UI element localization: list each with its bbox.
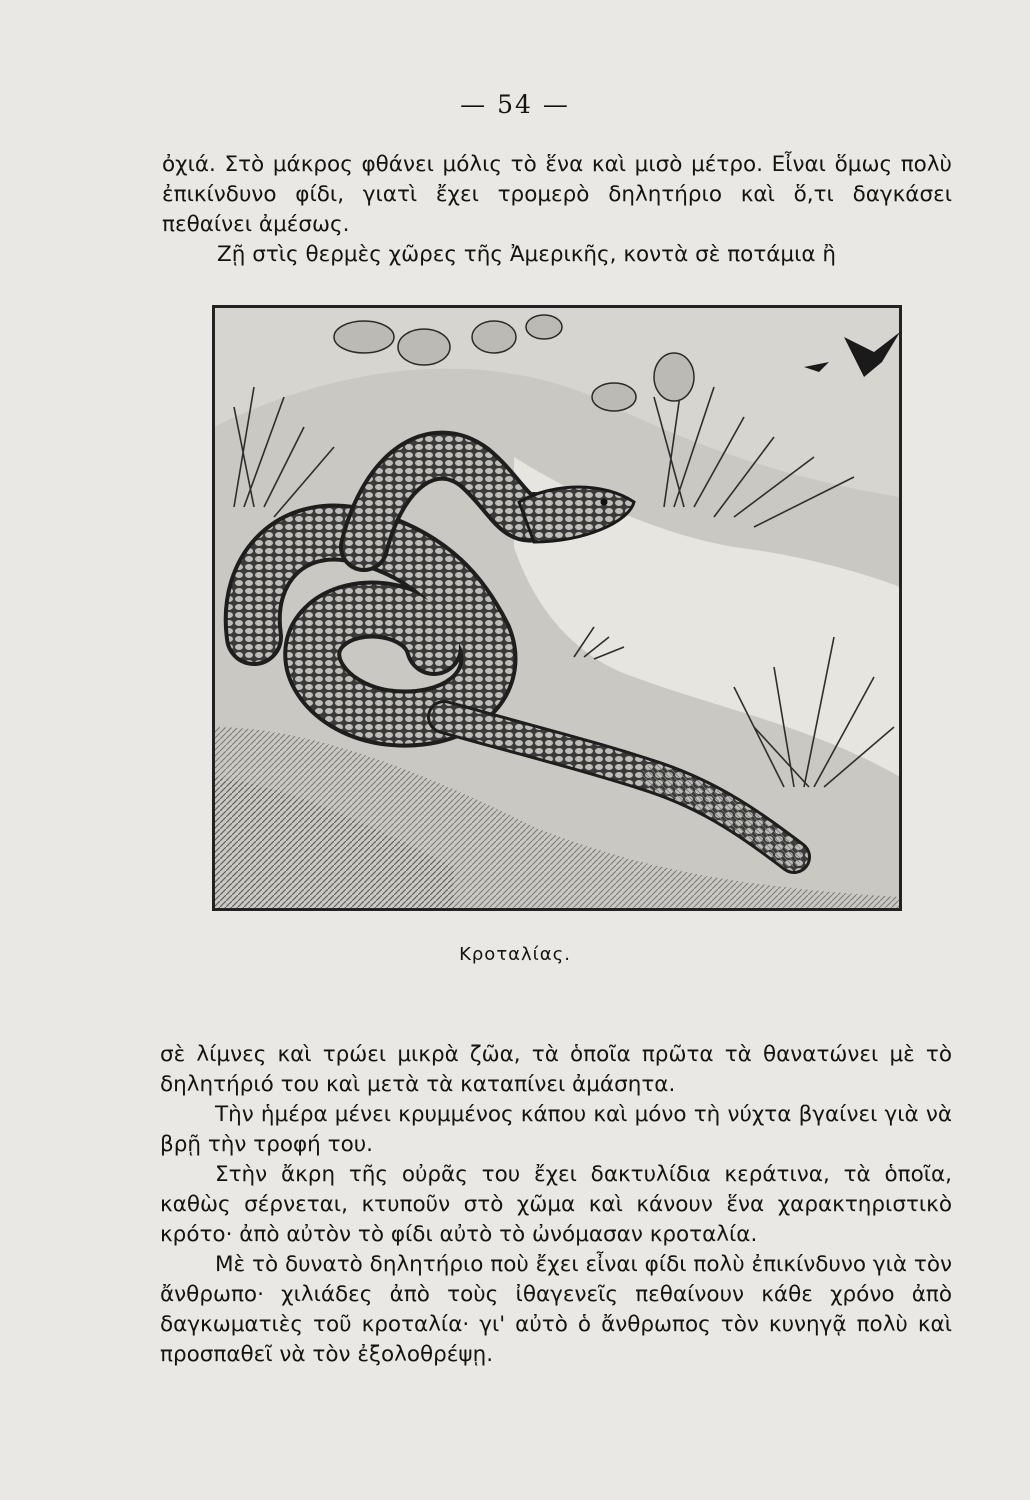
- paragraph: ὀχιά. Στὸ μάκρος φθάνει μόλις τὸ ἕνα καὶ μισὸ μέτρο. Εἶναι ὅμως πολὺ ἐπικίνδυνο φίδι, γιατὶ ἔχει τρομερὸ δηλητήριο καὶ ὅ,τι δαγκάσει πεθαίνει ἀμέσως.: [162, 152, 952, 237]
- bottom-text: [160, 1040, 952, 1370]
- paragraph: Τὴν ἡμέρα μένει κρυμμένος κάπου καὶ μόνο τὴ νύχτα βγαίνει γιὰ νὰ βρῇ τὴν τροφή του.: [160, 1102, 952, 1157]
- paragraph: σὲ λίμνες καὶ τρώει μικρὰ ζῶα, τὰ ὁποῖα πρῶτα τὰ θανατώνει μὲ τὸ δηλητήριό του καὶ μετὰ τὰ καταπίνει ἀμάσητα.: [160, 1042, 952, 1097]
- paragraph: Μὲ τὸ δυνατὸ δηλητήριο ποὺ ἔχει εἶναι φίδι πολὺ ἐπικίνδυνο γιὰ τὸν ἄνθρωπο· χιλιάδες ἀπὸ τοὺς ἰθαγενεῖς πεθαίνουν κάθε χρόνο ἀπὸ δαγκωματιὲς τοῦ κροταλία· γι' αὐτὸ ὁ ἄνθρωπος τὸν κυνηγᾷ πολὺ καὶ προσπαθεῖ νὰ τὸν ἐξολοθρέψῃ.: [160, 1252, 952, 1367]
- rattlesnake-illustration: [212, 305, 902, 911]
- top-text: [162, 150, 952, 270]
- paragraph: Στὴν ἄκρη τῆς οὐρᾶς του ἔχει δακτυλίδια κεράτινα, τὰ ὁποῖα, καθὼς σέρνεται, κτυποῦν στὸ χῶμα καὶ κάνουν ἕνα χαρακτηριστικὸ κρότο· ἀπὸ αὐτὸν τὸ φίδι αὐτὸ τὸ ὠνόμασαν κροταλία.: [160, 1162, 952, 1247]
- page-number: — 54 —: [460, 90, 570, 119]
- figure-caption: Κροταλίας.: [459, 944, 571, 965]
- paragraph: Ζῇ στὶς θερμὲς χῶρες τῆς Ἀμερικῆς, κοντὰ σὲ ποτάμια ἢ: [217, 242, 837, 267]
